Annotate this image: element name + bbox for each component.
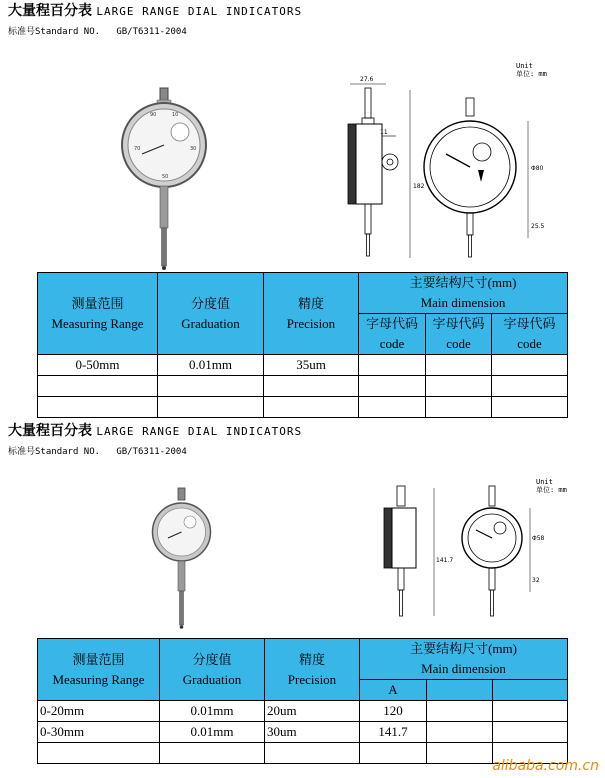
svg-text:70: 70 (134, 146, 141, 152)
code-en-2: code (446, 336, 471, 351)
dim-phi80: Φ80 (531, 165, 544, 172)
dim-phi58: Φ58 (532, 535, 545, 542)
section2-std-code: GB/T6311-2004 (116, 447, 187, 457)
cell-empty (427, 701, 493, 722)
section1-std-en: Standard NO. (35, 27, 101, 37)
cell-a: 141.7 (360, 722, 427, 743)
section1-title-cn: 大量程百分表 (8, 3, 92, 19)
section2-standard (8, 444, 187, 457)
unit-en-1: Unit (516, 62, 533, 70)
dim-11: 11 (380, 129, 388, 136)
section1-standard (8, 24, 187, 37)
dial-indicator-photo-2 (148, 488, 218, 638)
header-range-en: Measuring Range (52, 671, 145, 687)
cell-empty (360, 743, 427, 764)
dim-182: 182 (413, 183, 425, 190)
code-cn-3: 字母代码 (503, 316, 556, 331)
spec-table-2 (37, 638, 568, 764)
code-en-3: code (517, 336, 542, 351)
cell-empty (426, 397, 492, 418)
cell-empty (265, 743, 360, 764)
spec-table-1 (37, 272, 568, 418)
unit-cn-1: 单位: mm (516, 70, 547, 78)
header-main-dimension (360, 639, 568, 680)
unit-label-1 (516, 62, 547, 78)
section1-std-cn: 标准号 (8, 27, 36, 37)
cell-grad: 0.01mm (160, 701, 265, 722)
cell-prec: 20um (265, 701, 360, 722)
cell-empty (492, 355, 568, 376)
cell-grad: 0.01mm (160, 722, 265, 743)
unit-label-2 (536, 478, 567, 494)
dim-141-7: 141.7 (436, 557, 454, 564)
header-code-1 (359, 314, 426, 355)
svg-text:90: 90 (150, 112, 157, 118)
section1-std-code: GB/T6311-2004 (116, 27, 187, 37)
header-graduation (160, 639, 265, 701)
section1-title-en: LARGE RANGE DIAL INDICATORS (96, 5, 303, 18)
watermark: alibaba.com.cn (492, 758, 599, 774)
header-empty (427, 680, 493, 701)
cell-a: 120 (360, 701, 427, 722)
cell-prec: 35um (264, 355, 359, 376)
header-code-2 (426, 314, 492, 355)
cell-empty (38, 376, 158, 397)
header-col-a: A (360, 680, 427, 701)
cell-empty (426, 355, 492, 376)
code-cn-2: 字母代码 (432, 316, 485, 331)
cell-empty (359, 376, 426, 397)
header-measuring-range (38, 273, 158, 355)
cell-range: 0-50mm (38, 355, 158, 376)
cell-empty (38, 397, 158, 418)
table-row (38, 701, 568, 722)
header-prec-en: Precision (287, 671, 337, 687)
dial-indicator-photo-1 (110, 88, 220, 273)
table-row (38, 355, 568, 376)
dim-32: 32 (532, 577, 540, 584)
unit-cn-2: 单位: mm (536, 486, 567, 494)
header-main-dimension (359, 273, 568, 314)
dial-indicator-drawing-2 (370, 482, 545, 622)
header-code-3 (492, 314, 568, 355)
header-grad-en: Graduation (182, 671, 242, 687)
svg-text:50: 50 (162, 174, 169, 180)
svg-text:10: 10 (172, 112, 179, 118)
table-row (38, 397, 568, 418)
unit-en-2: Unit (536, 478, 553, 486)
header-empty (493, 680, 568, 701)
table-row (38, 722, 568, 743)
header-prec-en: Precision (286, 315, 336, 331)
cell-empty (38, 743, 160, 764)
header-range-cn: 测量范围 (72, 651, 125, 667)
header-prec-cn: 精度 (298, 651, 325, 667)
header-graduation (158, 273, 264, 355)
header-main-cn: 主要结构尺寸(mm) (410, 641, 517, 656)
cell-empty (427, 722, 493, 743)
cell-empty (264, 376, 359, 397)
section2-title (8, 420, 302, 440)
header-main-en: Main dimension (420, 295, 506, 310)
cell-empty (492, 397, 568, 418)
header-grad-en: Graduation (181, 315, 240, 331)
section1-title (8, 0, 302, 20)
dial-indicator-drawing-1 (338, 70, 548, 270)
cell-empty (492, 376, 568, 397)
cell-empty (493, 722, 568, 743)
dim-25-5: 25.5 (531, 223, 545, 230)
cell-empty (427, 743, 493, 764)
code-cn-1: 字母代码 (365, 316, 418, 331)
section2-title-cn: 大量程百分表 (8, 423, 92, 439)
header-range-cn: 测量范围 (71, 295, 124, 311)
cell-empty (426, 376, 492, 397)
cell-range: 0-20mm (38, 701, 160, 722)
cell-empty (264, 397, 359, 418)
header-main-en: Main dimension (421, 661, 506, 676)
table-row (38, 376, 568, 397)
cell-empty (359, 355, 426, 376)
dim-27-6: 27.6 (360, 76, 374, 83)
section2-title-en: LARGE RANGE DIAL INDICATORS (96, 425, 303, 438)
cell-grad: 0.01mm (158, 355, 264, 376)
cell-empty (158, 397, 264, 418)
cell-prec: 30um (265, 722, 360, 743)
header-precision (264, 273, 359, 355)
section2-std-cn: 标准号 (8, 447, 36, 457)
cell-empty (359, 397, 426, 418)
header-grad-cn: 分度值 (192, 651, 232, 667)
svg-text:30: 30 (190, 146, 197, 152)
header-main-cn: 主要结构尺寸(mm) (409, 275, 517, 290)
table-row (38, 743, 568, 764)
header-measuring-range (38, 639, 160, 701)
cell-range: 0-30mm (38, 722, 160, 743)
header-precision (265, 639, 360, 701)
header-range-en: Measuring Range (51, 315, 144, 331)
header-grad-cn: 分度值 (190, 295, 230, 311)
cell-empty (158, 376, 264, 397)
header-prec-cn: 精度 (297, 295, 324, 311)
cell-empty (493, 701, 568, 722)
cell-empty (160, 743, 265, 764)
section2-std-en: Standard NO. (35, 447, 101, 457)
code-en-1: code (379, 336, 405, 351)
